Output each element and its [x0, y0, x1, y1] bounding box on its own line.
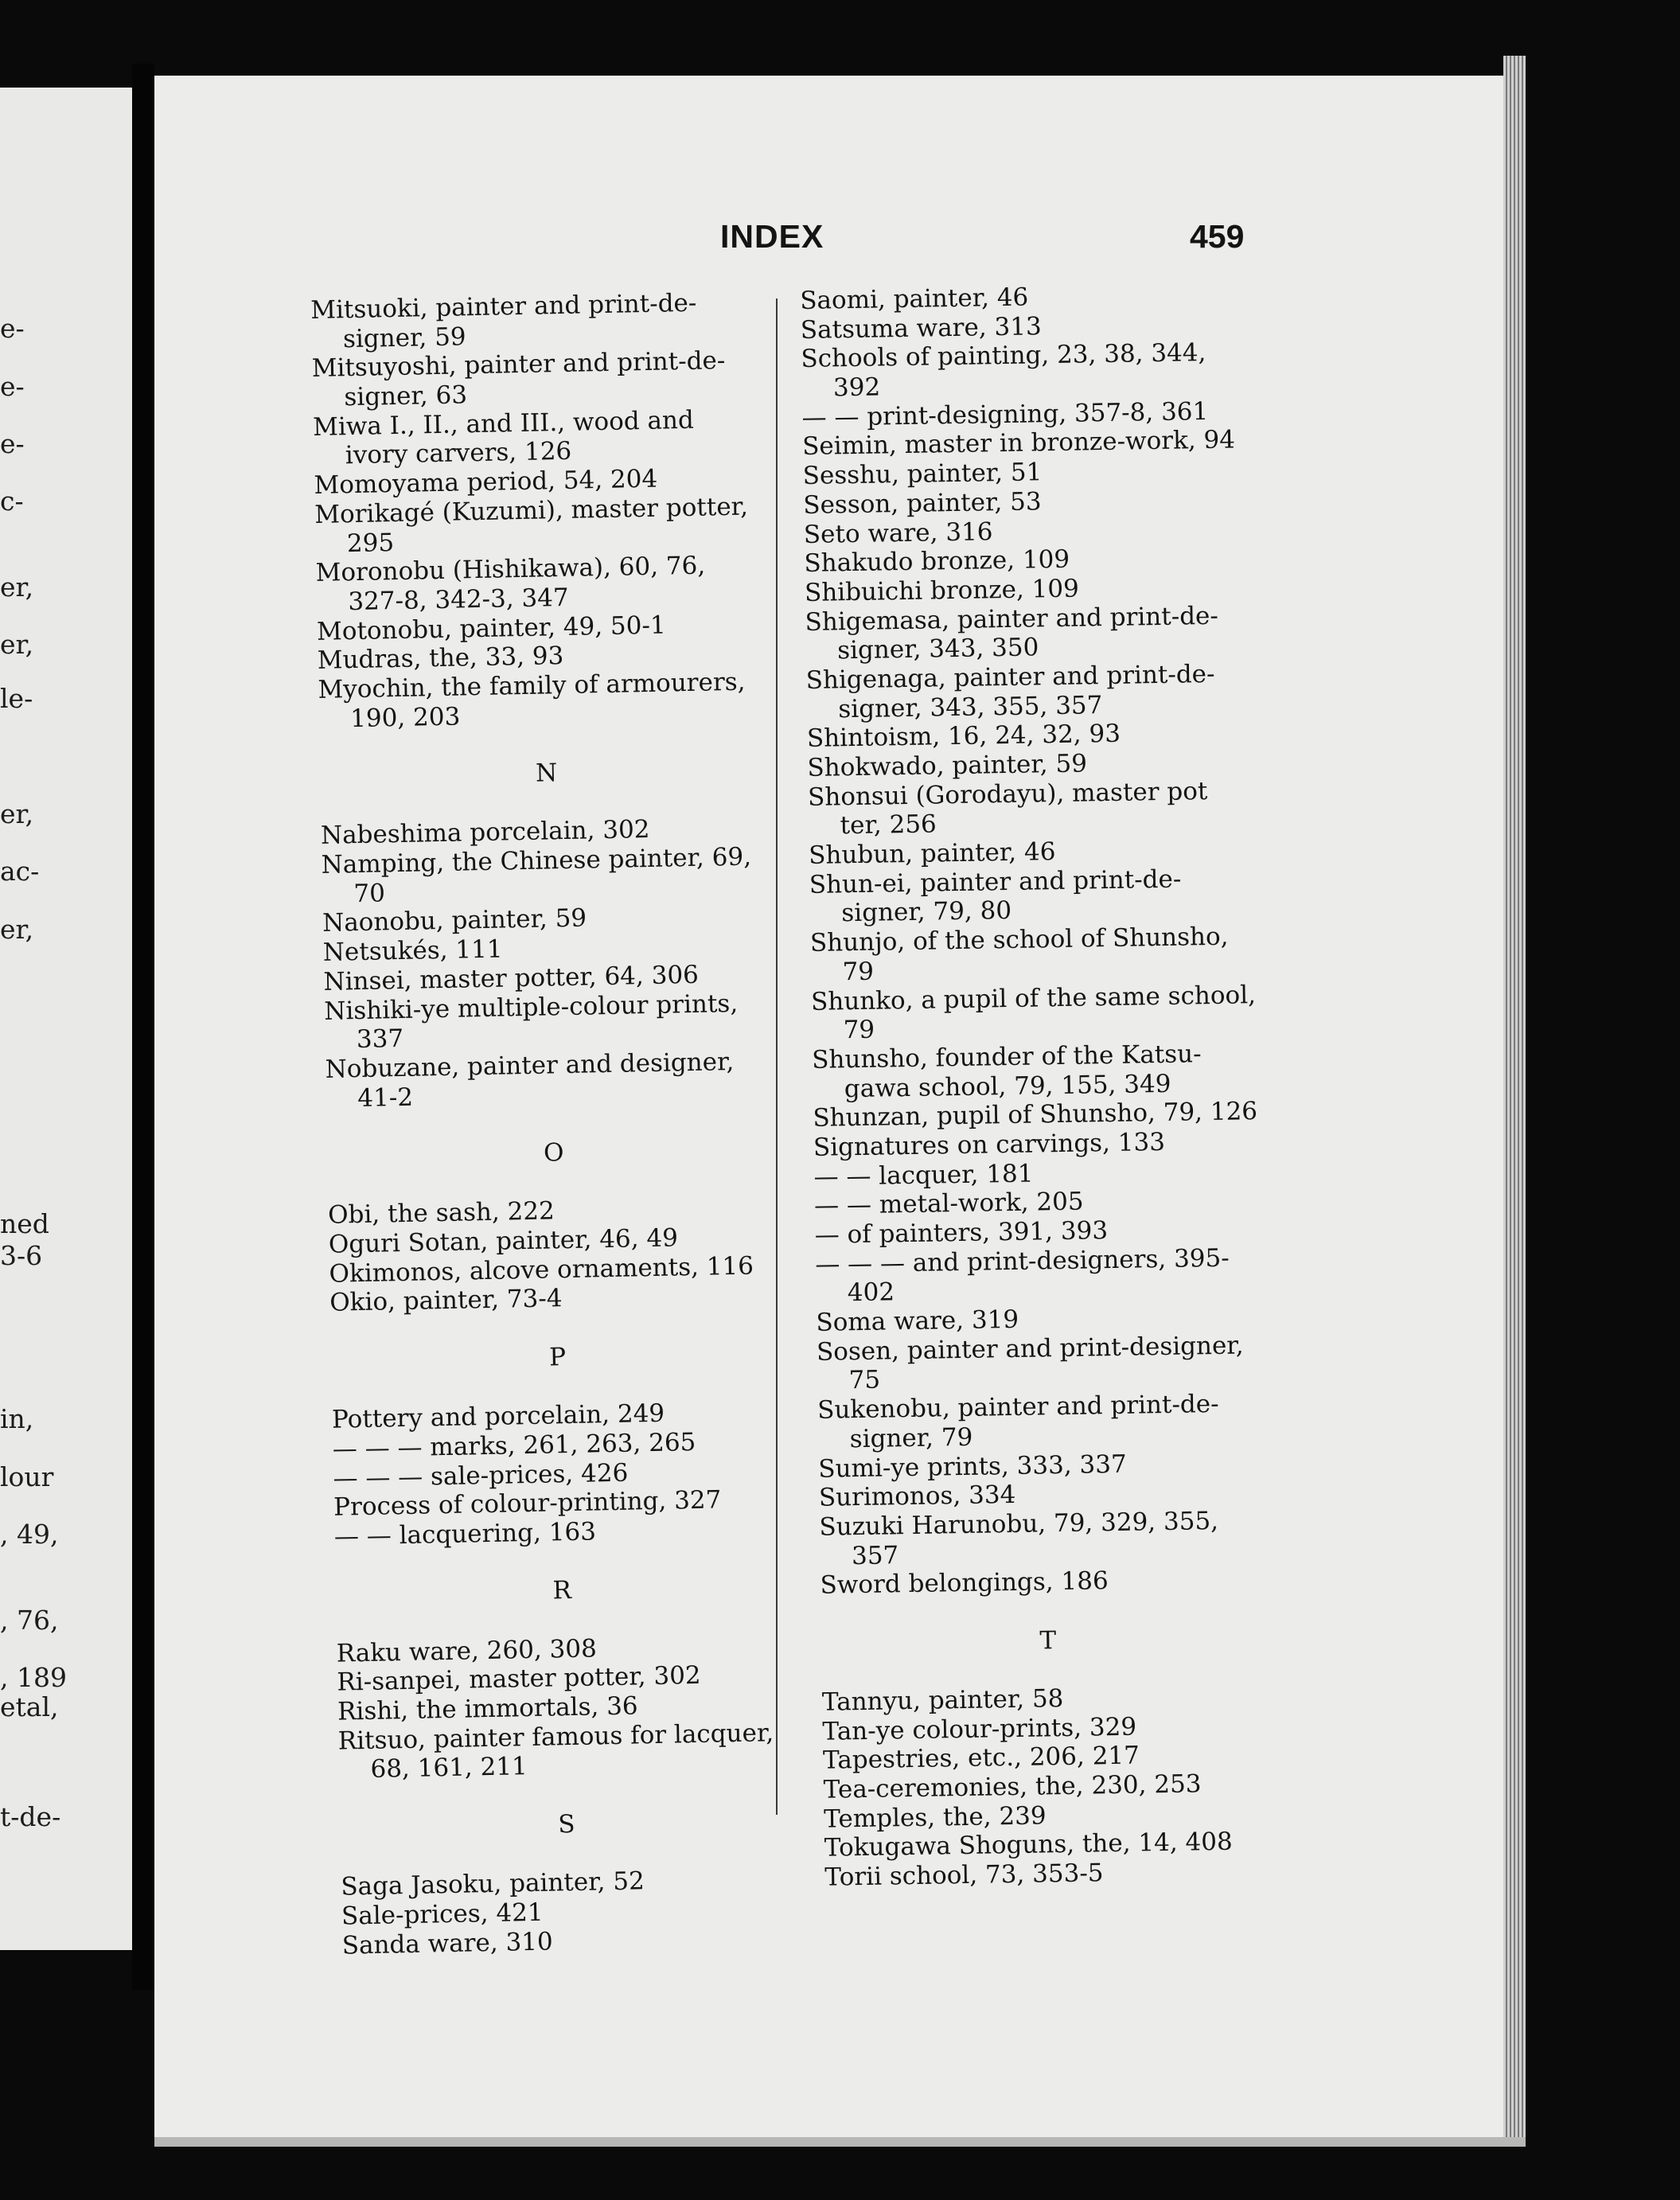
index-entry: Shunko, a pupil of the same school,: [810, 980, 1257, 1016]
left-page-fragment: er,: [0, 571, 34, 603]
index-entry: Ritsuo, painter famous for lacquer,: [337, 1718, 774, 1756]
index-entry: Shunzan, pupil of Shunsho, 79, 126: [813, 1097, 1258, 1133]
index-section-letter: P: [548, 1342, 567, 1372]
left-page-fragment: c-: [0, 486, 24, 517]
index-entry: — — — sale-prices, 426: [333, 1458, 629, 1493]
index-section-letter: T: [1039, 1625, 1057, 1656]
index-section-letter: S: [557, 1809, 575, 1839]
index-entry: Sesson, painter, 53: [803, 487, 1042, 520]
page-bottom-edge: [154, 2137, 1526, 2147]
index-entry: 357: [851, 1540, 899, 1570]
index-entry: Nishiki-ye multiple-colour prints,: [323, 989, 739, 1026]
index-entry: Ri-sanpei, master potter, 302: [337, 1661, 701, 1697]
index-entry: 70: [353, 879, 386, 908]
index-entry: Okimonos, alcove ornaments, 116: [329, 1251, 754, 1289]
index-entry: Soma ware, 319: [816, 1305, 1019, 1337]
index-entry: Sword belongings, 186: [820, 1566, 1109, 1601]
index-entry: Seimin, master in bronze-work, 94: [801, 425, 1236, 462]
index-entry: 190, 203: [349, 702, 461, 733]
index-entry: Shigemasa, painter and print-de-: [805, 601, 1219, 637]
left-page-fragment: 3-6: [0, 1240, 43, 1271]
left-page-fragment: , 76,: [0, 1605, 59, 1636]
index-entry: signer, 63: [344, 380, 468, 412]
index-entry: Sukenobu, painter and print-de-: [817, 1390, 1219, 1425]
index-section-letter: R: [552, 1576, 572, 1605]
index-entry: Shibuichi bronze, 109: [804, 574, 1080, 607]
left-page-fragment: , 189: [0, 1662, 67, 1693]
index-entry: Seto ware, 316: [803, 517, 993, 549]
left-page-fragment: le-: [0, 683, 33, 714]
index-entry: Tokugawa Shoguns, the, 14, 408: [824, 1827, 1233, 1863]
index-entry: Moronobu (Hishikawa), 60, 76,: [315, 551, 706, 588]
previous-page-fragment: [0, 88, 137, 1950]
index-entry: Sosen, painter and print-designer,: [816, 1331, 1244, 1367]
index-entry: Oguri Sotan, painter, 46, 49: [328, 1223, 679, 1259]
index-entry: Shubun, painter, 46: [808, 837, 1056, 870]
book-spine: [132, 64, 154, 1990]
index-column-left: [310, 287, 812, 1960]
index-entry: signer, 59: [342, 322, 466, 353]
index-entry: Shigenaga, painter and print-de-: [805, 659, 1215, 695]
index-entry: Saomi, painter, 46: [800, 283, 1029, 315]
page-number: 459: [1190, 218, 1245, 255]
index-entry: Shokwado, painter, 59: [807, 749, 1088, 782]
index-entry: 79: [842, 957, 875, 987]
index-entry: Sanda ware, 310: [341, 1927, 554, 1960]
index-entry: — — lacquer, 181: [813, 1159, 1034, 1192]
index-entry: Nabeshima porcelain, 302: [320, 815, 650, 851]
index-entry: 41-2: [357, 1082, 414, 1113]
left-page-fragment: in,: [0, 1403, 34, 1434]
index-column-right: [800, 279, 1295, 1893]
index-section-letter: N: [535, 759, 558, 788]
left-page-fragment: e-: [0, 428, 25, 459]
index-entry: Namping, the Chinese painter, 69,: [321, 842, 752, 880]
index-entry: Shakudo bronze, 109: [804, 544, 1070, 579]
left-page-fragment: e-: [0, 313, 25, 344]
left-page-fragment: e-: [0, 371, 25, 402]
index-entry: — — print-designing, 357-8, 361: [801, 396, 1209, 432]
left-page-fragment: er,: [0, 798, 34, 829]
index-entry: 75: [848, 1366, 881, 1395]
index-entry: Naonobu, painter, 59: [322, 903, 587, 938]
index-entry: Tan-ye colour-prints, 329: [822, 1712, 1137, 1746]
left-page-fragment: , 49,: [0, 1519, 59, 1550]
index-entry: Momoyama period, 54, 204: [314, 464, 658, 501]
index-entry: Pottery and porcelain, 249: [331, 1398, 665, 1434]
index-entry: Okio, painter, 73-4: [329, 1284, 563, 1318]
index-entry: 327-8, 342-3, 347: [348, 583, 570, 617]
page-title: INDEX: [720, 218, 824, 255]
index-entry: Shunjo, of the school of Shunsho,: [809, 922, 1229, 958]
index-entry: Schools of painting, 23, 38, 344,: [801, 338, 1206, 374]
index-entry: Surimonos, 334: [818, 1480, 1016, 1512]
index-entry: Mudras, the, 33, 93: [317, 642, 564, 676]
index-section-letter: O: [543, 1138, 564, 1168]
index-entry: 68, 161, 211: [370, 1752, 528, 1785]
index-entry: Sale-prices, 421: [341, 1898, 544, 1931]
left-page-fragment: etal,: [0, 1691, 59, 1722]
index-entry: Shonsui (Gorodayu), master pot: [807, 776, 1208, 812]
index-entry: 295: [346, 528, 395, 558]
left-page-fragment: lour: [0, 1461, 54, 1492]
index-entry: Morikagé (Kuzumi), master potter,: [314, 492, 749, 529]
index-entry: gawa school, 79, 155, 349: [844, 1069, 1171, 1103]
index-entry: Shintoism, 16, 24, 32, 93: [806, 720, 1121, 754]
index-entry: 392: [832, 373, 881, 403]
index-entry: Process of colour-printing, 327: [333, 1485, 722, 1522]
index-entry: Mitsuyoshi, painter and print-de-: [311, 346, 726, 384]
left-page-fragment: t-de-: [0, 1801, 61, 1832]
index-entry: Saga Jasoku, painter, 52: [341, 1866, 645, 1902]
index-entry: 402: [847, 1277, 895, 1308]
index-entry: Netsukés, 111: [322, 934, 503, 967]
index-entry: Mitsuoki, painter and print-de-: [310, 288, 697, 325]
index-entry: Ninsei, master potter, 64, 306: [323, 960, 700, 997]
index-entry: Torii school, 73, 353-5: [824, 1859, 1104, 1892]
index-entry: ivory carvers, 126: [345, 437, 572, 470]
index-entry: — — — marks, 261, 263, 265: [332, 1427, 696, 1464]
index-entry: Sumi-ye prints, 333, 337: [818, 1449, 1127, 1484]
index-entry: — — — and print-designers, 395-: [815, 1243, 1230, 1279]
page-edge-stack: [1503, 56, 1526, 2137]
index-entry: Shun-ei, painter and print-de-: [809, 864, 1182, 899]
index-entry: 79: [843, 1015, 875, 1045]
index-entry: Obi, the sash, 222: [327, 1196, 555, 1231]
index-entry: Satsuma ware, 313: [800, 311, 1042, 345]
index-entry: — of painters, 391, 393: [814, 1216, 1109, 1250]
index-entry: Miwa I., II., and III., wood and: [312, 405, 695, 442]
index-entry: Raku ware, 260, 308: [336, 1634, 598, 1668]
index-entry: Suzuki Harunobu, 79, 329, 355,: [819, 1506, 1219, 1542]
left-page-fragment: er,: [0, 629, 34, 660]
index-entry: Sesshu, painter, 51: [802, 458, 1043, 491]
index-entry: Myochin, the family of armourers,: [318, 667, 746, 704]
index-entry: signer, 79, 80: [841, 896, 1012, 928]
left-page-fragment: er,: [0, 914, 34, 945]
index-entry: Tapestries, etc., 206, 217: [822, 1741, 1140, 1776]
index-entry: signer, 343, 350: [836, 633, 1039, 665]
index-entry: Motonobu, painter, 49, 50-1: [316, 610, 666, 646]
index-entry: ter, 256: [840, 809, 937, 841]
index-entry: Tannyu, painter, 58: [821, 1684, 1064, 1717]
index-entry: signer, 79: [849, 1422, 973, 1454]
index-entry: 337: [356, 1024, 404, 1055]
index-entry: Signatures on carvings, 133: [813, 1127, 1166, 1162]
index-entry: Temples, the, 239: [823, 1801, 1047, 1834]
index-entry: — — metal-work, 205: [813, 1187, 1084, 1221]
index-entry: signer, 343, 355, 357: [838, 690, 1103, 724]
index-entry: Shunsho, founder of the Katsu-: [811, 1040, 1202, 1075]
left-page-fragment: ac-: [0, 856, 40, 887]
index-entry: Nobuzane, painter and designer,: [325, 1047, 735, 1084]
index-entry: Rishi, the immortals, 36: [337, 1691, 638, 1726]
left-page-fragment: ned: [0, 1208, 49, 1239]
index-entry: Tea-ceremonies, the, 230, 253: [823, 1769, 1202, 1804]
index-entry: — — lacquering, 163: [333, 1517, 597, 1551]
